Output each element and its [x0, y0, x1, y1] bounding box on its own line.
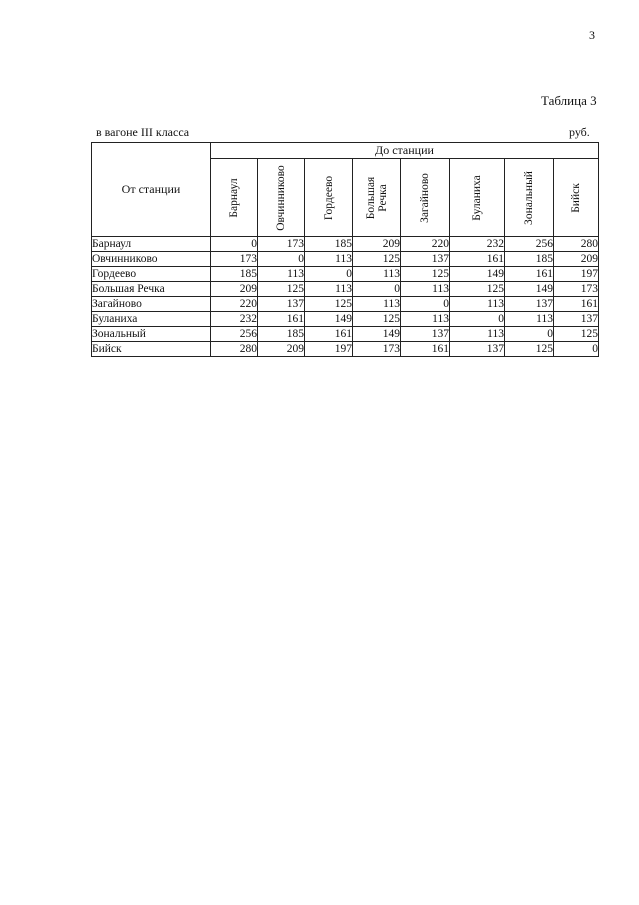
fare-cell: 0: [505, 327, 554, 342]
table-row: [92, 252, 599, 267]
fare-cell: 0: [450, 312, 505, 327]
table-row: [92, 327, 599, 342]
to-station-header: До станции: [211, 143, 599, 159]
table-unit: руб.: [569, 125, 590, 139]
fare-cell: 173: [353, 342, 401, 357]
fare-cell: 220: [401, 237, 450, 252]
column-header-label: Бийск: [569, 182, 582, 213]
fare-cell: 209: [353, 237, 401, 252]
fare-cell: 0: [211, 237, 258, 252]
fare-cell: 125: [401, 267, 450, 282]
fare-cell: 125: [554, 327, 599, 342]
fare-cell: 113: [305, 252, 353, 267]
fare-cell: 161: [505, 267, 554, 282]
column-header: [401, 159, 450, 237]
table-row: [92, 267, 599, 282]
fare-cell: 280: [211, 342, 258, 357]
fare-cell: 125: [258, 282, 305, 297]
fare-cell: 137: [401, 327, 450, 342]
fare-cell: 209: [258, 342, 305, 357]
fare-cell: 0: [258, 252, 305, 267]
table-row: [92, 282, 599, 297]
fare-cell: 149: [505, 282, 554, 297]
fare-cell: 113: [450, 297, 505, 312]
fare-cell: 137: [450, 342, 505, 357]
fare-cell: 149: [353, 327, 401, 342]
fare-cell: 125: [353, 252, 401, 267]
column-header-label: Овчинниково: [274, 164, 287, 231]
fare-cell: 256: [211, 327, 258, 342]
row-station-name: Овчинниково: [92, 252, 211, 267]
column-header-label: Буланиха: [470, 174, 483, 221]
fare-cell: 185: [505, 252, 554, 267]
row-station-name: Загайново: [92, 297, 211, 312]
row-station-name: Барнаул: [92, 237, 211, 252]
table-subtitle: в вагоне III класса: [96, 125, 190, 139]
row-station-name: Буланиха: [92, 312, 211, 327]
column-header: [258, 159, 305, 237]
fare-table: [91, 142, 599, 357]
fare-cell: 161: [554, 297, 599, 312]
column-header: [554, 159, 599, 237]
column-header-label: Зональный: [522, 170, 535, 225]
fare-cell: 173: [211, 252, 258, 267]
column-header-label: Гордеево: [322, 175, 335, 220]
fare-cell: 256: [505, 237, 554, 252]
row-station-name: Большая Речка: [92, 282, 211, 297]
from-station-header: От станции: [92, 143, 211, 237]
fare-cell: 0: [353, 282, 401, 297]
fare-cell: 209: [211, 282, 258, 297]
table-row: [92, 342, 599, 357]
fare-cell: 0: [401, 297, 450, 312]
fare-cell: 280: [554, 237, 599, 252]
column-header-label: Большая Речка: [364, 176, 389, 219]
table-row: [92, 237, 599, 252]
fare-cell: 161: [305, 327, 353, 342]
fare-cell: 137: [505, 297, 554, 312]
fare-cell: 113: [450, 327, 505, 342]
fare-cell: 137: [554, 312, 599, 327]
fare-cell: 161: [258, 312, 305, 327]
column-header: [450, 159, 505, 237]
fare-cell: 113: [505, 312, 554, 327]
fare-cell: 220: [211, 297, 258, 312]
fare-cell: 232: [450, 237, 505, 252]
row-station-name: Зональный: [92, 327, 211, 342]
fare-cell: 125: [305, 297, 353, 312]
fare-cell: 197: [305, 342, 353, 357]
fare-cell: 173: [554, 282, 599, 297]
column-header-label: Загайново: [418, 172, 431, 223]
fare-cell: 113: [258, 267, 305, 282]
fare-cell: 185: [305, 237, 353, 252]
row-station-name: Гордеево: [92, 267, 211, 282]
fare-cell: 125: [450, 282, 505, 297]
table-caption: Таблица 3: [541, 93, 597, 108]
fare-cell: 113: [353, 267, 401, 282]
fare-cell: 113: [401, 312, 450, 327]
column-header-label: Барнаул: [227, 177, 240, 218]
fare-cell: 149: [450, 267, 505, 282]
fare-cell: 173: [258, 237, 305, 252]
column-header: [353, 159, 401, 237]
fare-cell: 185: [211, 267, 258, 282]
fare-cell: 137: [401, 252, 450, 267]
fare-cell: 232: [211, 312, 258, 327]
fare-cell: 113: [401, 282, 450, 297]
column-header: [505, 159, 554, 237]
column-header: [211, 159, 258, 237]
fare-cell: 125: [505, 342, 554, 357]
table-row: [92, 312, 599, 327]
fare-cell: 185: [258, 327, 305, 342]
fare-cell: 113: [305, 282, 353, 297]
fare-table-body: [92, 237, 599, 357]
fare-cell: 161: [401, 342, 450, 357]
fare-cell: 209: [554, 252, 599, 267]
fare-cell: 161: [450, 252, 505, 267]
row-station-name: Бийск: [92, 342, 211, 357]
fare-cell: 137: [258, 297, 305, 312]
column-header: [305, 159, 353, 237]
table-row: [92, 297, 599, 312]
fare-cell: 149: [305, 312, 353, 327]
fare-cell: 0: [554, 342, 599, 357]
fare-cell: 113: [353, 297, 401, 312]
fare-cell: 0: [305, 267, 353, 282]
fare-cell: 125: [353, 312, 401, 327]
page-number: 3: [589, 28, 595, 42]
fare-cell: 197: [554, 267, 599, 282]
